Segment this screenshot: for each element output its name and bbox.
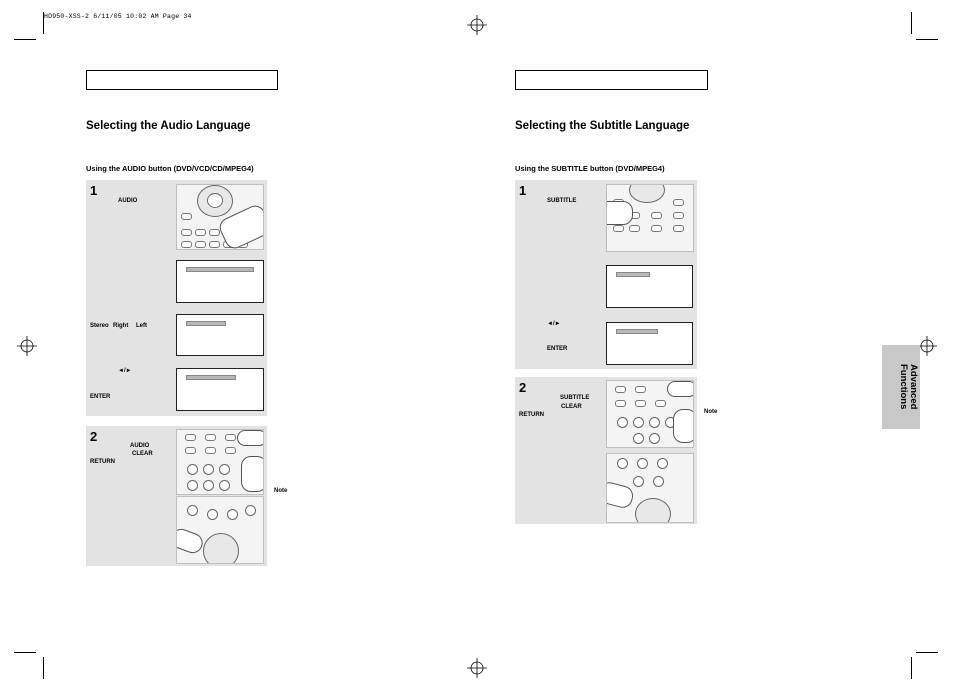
right-step2-remote-image-bottom xyxy=(606,453,694,523)
right-step1-number: 1 xyxy=(519,183,527,198)
left-section-title: Selecting the Audio Language xyxy=(86,120,251,132)
left-subheading: Using the AUDIO button (DVD/VCD/CD/MPEG4) xyxy=(86,164,254,173)
left-step1-left-label: Left xyxy=(136,323,147,329)
left-step1-screen-3 xyxy=(176,368,264,411)
left-step2-remote-image-bottom xyxy=(176,496,264,564)
left-step1-right-label: Right xyxy=(113,323,129,329)
advanced-functions-label: Advanced Functions xyxy=(898,364,919,410)
right-step2-remote-image-top xyxy=(606,380,694,448)
right-step1-arrows-label: ◄/► xyxy=(547,321,561,327)
right-section-title: Selecting the Subtitle Language xyxy=(515,120,690,132)
right-step1-screen-2 xyxy=(606,322,693,365)
registration-mark-right xyxy=(917,336,937,356)
left-step1-arrows-label: ◄/► xyxy=(118,368,132,374)
print-header: HD950-XSS-2 6/11/05 10:02 AM Page 34 xyxy=(44,13,192,20)
left-step1-enter-label: ENTER xyxy=(90,394,111,400)
registration-mark-bottom xyxy=(467,658,487,678)
left-step1-stereo-label: Stereo xyxy=(90,323,109,329)
left-step2-number: 2 xyxy=(90,429,98,444)
right-step1-screen-1 xyxy=(606,265,693,308)
left-step2-panel xyxy=(86,426,267,566)
right-step2-return-label: RETURN xyxy=(519,412,544,418)
left-header-box xyxy=(86,70,278,90)
right-header-box xyxy=(515,70,708,90)
left-step1-number: 1 xyxy=(90,183,98,198)
left-step1-remote-image xyxy=(176,184,264,250)
left-step1-screen-2 xyxy=(176,314,264,356)
left-step2-return-label: RETURN xyxy=(90,459,115,465)
right-subheading: Using the SUBTITLE button (DVD/MPEG4) xyxy=(515,164,665,173)
right-step2-panel xyxy=(515,377,697,524)
advanced-functions-tab xyxy=(882,345,920,429)
right-step1-subtitle-label: SUBTITLE xyxy=(547,198,577,204)
left-step2-clear-label: CLEAR xyxy=(132,451,153,457)
registration-mark-top xyxy=(467,15,487,35)
right-step1-panel xyxy=(515,180,697,369)
left-step1-audio-label: AUDIO xyxy=(118,198,138,204)
left-step1-panel xyxy=(86,180,267,416)
left-step2-remote-image-top xyxy=(176,429,264,495)
right-step1-remote-image xyxy=(606,184,694,252)
right-step1-enter-label: ENTER xyxy=(547,346,568,352)
left-note-label: Note xyxy=(274,488,288,494)
right-step2-subtitle-label: SUBTITLE xyxy=(560,395,590,401)
right-step2-number: 2 xyxy=(519,380,527,395)
left-step1-screen-1 xyxy=(176,260,264,303)
registration-mark-left xyxy=(17,336,37,356)
left-step2-audio-label: AUDIO xyxy=(130,443,150,449)
right-note-label: Note xyxy=(704,409,718,415)
right-step2-clear-label: CLEAR xyxy=(561,404,582,410)
